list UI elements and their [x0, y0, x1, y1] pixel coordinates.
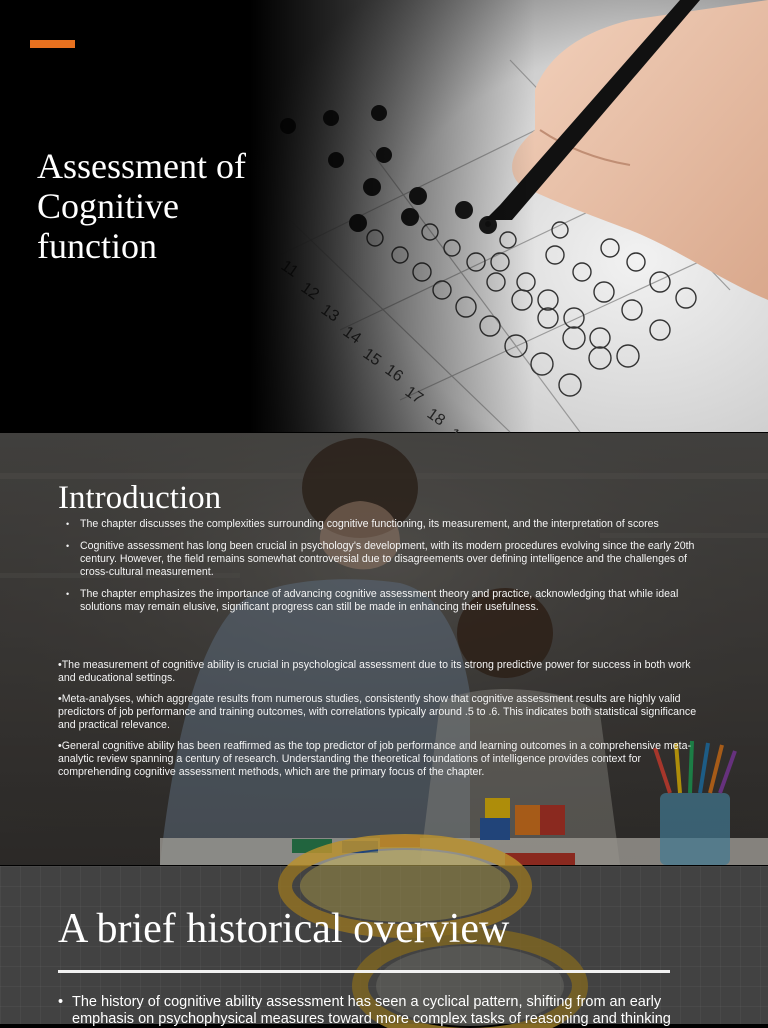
slide-historical-overview [0, 866, 768, 1027]
list-item [66, 518, 706, 531]
bullet-icon: • [58, 994, 64, 1010]
bullet-text: The chapter emphasizes the importance of advancing cognitive assessment theory and practice, acknowledging that while ideal solutions may remain elusive, significant progress can still be made in enhancing their usefulness. [80, 588, 679, 613]
bullet-icon: • [66, 519, 70, 529]
answer-sheet-photo [250, 0, 768, 432]
paragraph: •The measurement of cognitive ability is crucial in psychological assessment due to its strong predictive power for success in both work and educational settings. [58, 659, 691, 684]
bullet-text: Cognitive assessment has long been crucial in psychology's development, with its modern procedures evolving since the early 20th century. However, the field remains somewhat controversial due to disagreements over defining intelligence and the challenges of cross-cultural measurement. [80, 540, 695, 578]
presentation-title: Assessment of Cognitive function [37, 146, 246, 266]
bullet-icon: • [66, 541, 70, 551]
introduction-bullet-list [66, 518, 706, 623]
paragraph: •General cognitive ability has been reaffirmed as the top predictor of job performance and learning outcomes in a comprehensive meta-analytic review spanning a century of research. Understanding the theoretical foundations of intelligence provides context for comprehending cognitive assessment methods, which are the primary focus of the chapter. [58, 740, 692, 778]
title-underline [58, 970, 670, 973]
bullet-text: The chapter discusses the complexities surrounding cognitive functioning, its measurement, and the interpretation of scores [80, 518, 659, 530]
paragraph: •Meta-analyses, which aggregate results from numerous studies, consistently show that cognitive assessment results are highly valid predictors of job performance and training outcomes, with correlations typically around .5 to .6. This indicates both statistical significance and practical relevance. [58, 693, 697, 731]
section-title-introduction: Introduction [58, 480, 222, 516]
bullet-text: The history of cognitive ability assessment has seen a cyclical pattern, shifting from an early emphasis on psychophysical measures toward more complex tasks of reasoning and thinking [72, 994, 671, 1027]
slide-introduction [0, 433, 768, 865]
accent-bar [30, 40, 75, 48]
slide-title [0, 0, 768, 432]
bullet-icon: • [66, 589, 70, 599]
list-item [66, 588, 706, 614]
list-item [58, 994, 702, 1028]
section-title-historical-overview: A brief historical overview [58, 906, 510, 952]
introduction-paragraphs [58, 659, 708, 787]
list-item [66, 540, 706, 579]
